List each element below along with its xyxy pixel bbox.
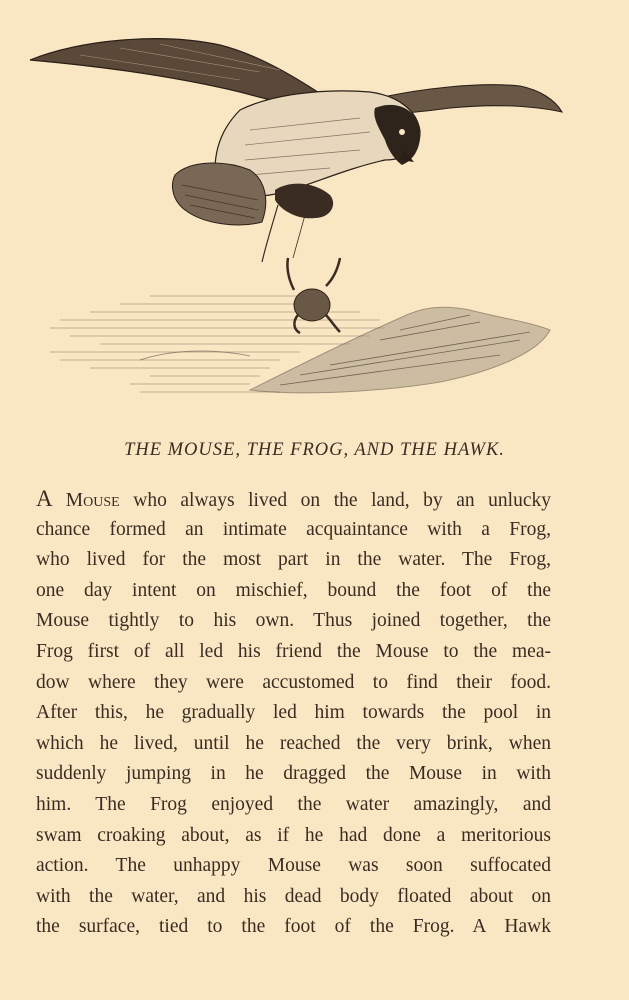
story-line: Mouse tightly to his own. Thus joined together, the — [36, 610, 551, 632]
hawk-frog-mouse-illustration — [0, 0, 629, 420]
mouse-in-talons — [275, 184, 333, 219]
story-line: which he lived, until he reached the very brink, when — [36, 732, 551, 754]
frog — [287, 258, 340, 333]
hawk-tail — [172, 163, 265, 225]
small-caps-word: Mouse — [65, 490, 120, 511]
story-line: him. The Frog enjoyed the water amazingly, and — [36, 793, 551, 815]
story-line: the surface, tied to the foot of the Frog. A Hawk — [36, 916, 551, 938]
story-line: who lived for the most part in the water. The Frog, — [36, 549, 551, 571]
hawk-eye — [399, 129, 405, 135]
story-line: chance formed an intimate acquaintance with a Frog, — [36, 518, 551, 540]
story-title: THE MOUSE, THE FROG, AND THE HAWK. — [124, 440, 505, 460]
story-line: with the water, and his dead body floated about on — [36, 885, 551, 907]
story-line: suddenly jumping in he dragged the Mouse in with — [36, 763, 551, 785]
string — [293, 215, 305, 258]
initial-letter: A — [36, 486, 66, 511]
story-line: action. The unhappy Mouse was soon suffocated — [36, 855, 551, 877]
story-line: A Mouse who always lived on the land, by an unlucky — [36, 486, 551, 511]
story-line: Frog first of all led his friend the Mouse to the mea- — [36, 640, 551, 662]
story-line: dow where they were accustomed to find their food. — [36, 671, 551, 693]
story-body — [36, 484, 551, 943]
story-line: swam croaking about, as if he had done a meritorious — [36, 824, 551, 846]
story-line: one day intent on mischief, bound the foot of the — [36, 579, 551, 601]
story-line: After this, he gradually led him towards the pool in — [36, 702, 551, 724]
